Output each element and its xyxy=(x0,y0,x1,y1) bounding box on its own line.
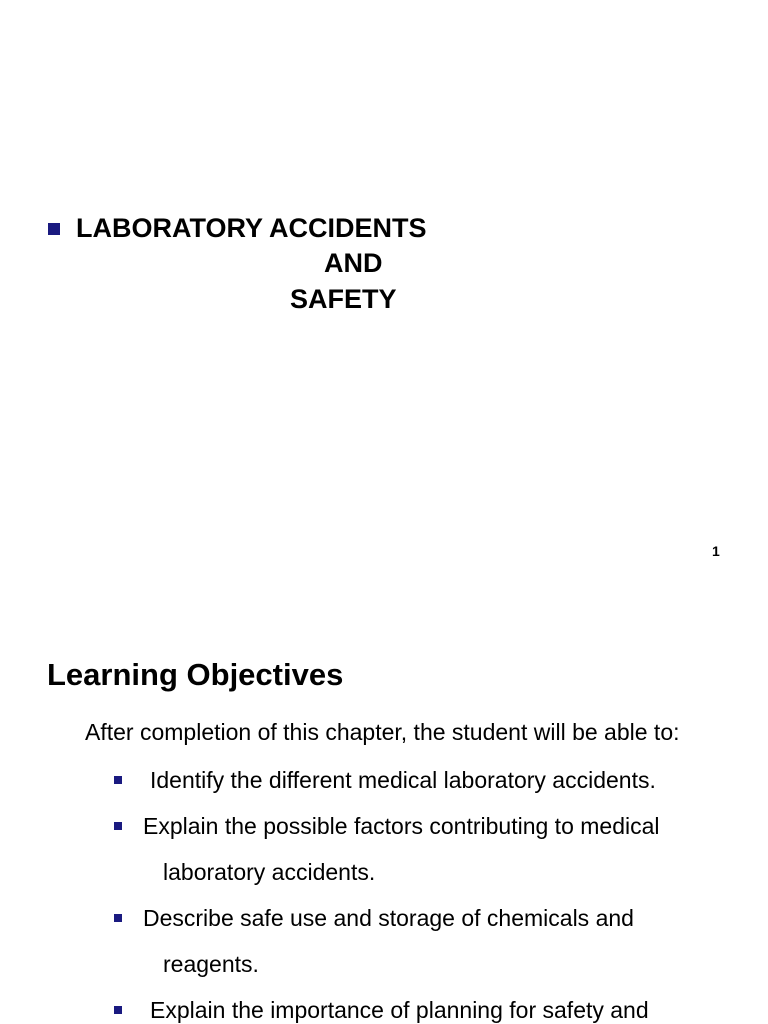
square-bullet-icon xyxy=(114,776,122,784)
objective-3-line-2: reagents. xyxy=(163,951,259,977)
square-bullet-icon xyxy=(114,1006,122,1014)
title-line-3: SAFETY xyxy=(290,284,397,314)
objective-4-line-1: Explain the importance of planning for safety and xyxy=(150,997,649,1023)
page-number: 1 xyxy=(712,543,720,559)
slide-learning-objectives xyxy=(0,600,768,1024)
objective-2-line-2: laboratory accidents. xyxy=(163,859,376,885)
square-bullet-icon xyxy=(48,223,60,235)
intro-text: After completion of this chapter, the student will be able to: xyxy=(85,719,680,745)
objective-2-line-1: Explain the possible factors contributing to medical xyxy=(143,813,660,839)
slide-heading: Learning Objectives xyxy=(47,657,344,692)
title-line-1: LABORATORY ACCIDENTS xyxy=(76,213,427,243)
square-bullet-icon xyxy=(114,822,122,830)
objective-1-line-1: Identify the different medical laboratory accidents. xyxy=(150,767,656,793)
objective-3-line-1: Describe safe use and storage of chemicals and xyxy=(143,905,634,931)
title-line-2: AND xyxy=(324,248,383,278)
square-bullet-icon xyxy=(114,914,122,922)
